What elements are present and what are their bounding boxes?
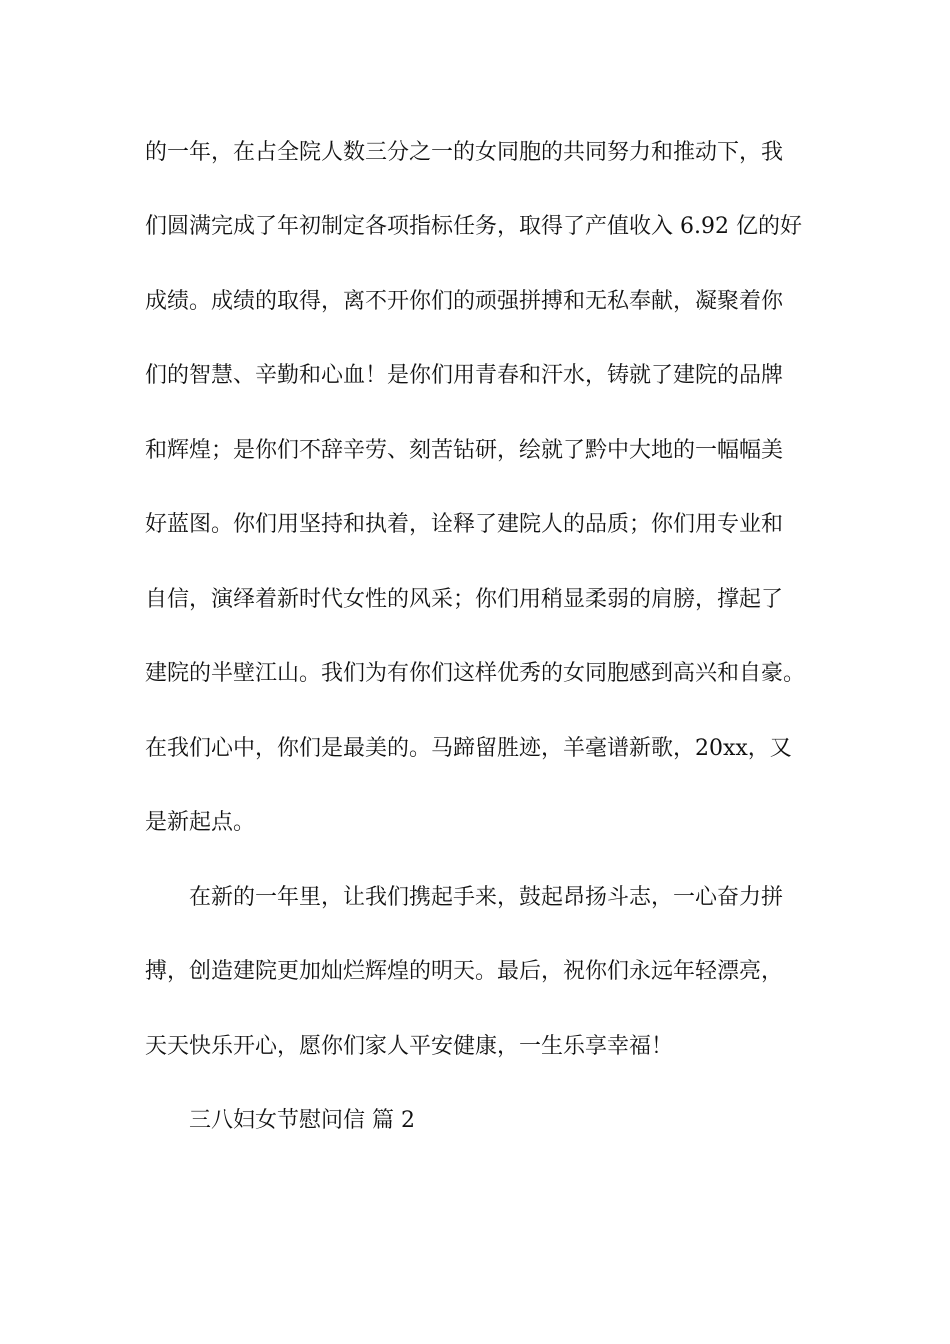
section-heading: 三八妇女节慰问信 篇 2 — [189, 1108, 415, 1133]
paragraph-line: 是新起点。 — [145, 810, 256, 835]
paragraph-line: 在我们心中，你们是最美的。马蹄留胜迹，羊毫谱新歌，20xx，又 — [145, 736, 792, 761]
paragraph-line: 们的智慧、辛勤和心血！是你们用青春和汗水，铸就了建院的品牌 — [145, 363, 784, 388]
paragraph-line: 好蓝图。你们用坚持和执着，诠释了建院人的品质；你们用专业和 — [145, 512, 784, 537]
paragraph-line: 的一年，在占全院人数三分之一的女同胞的共同努力和推动下，我 — [145, 140, 784, 165]
paragraph-line: 建院的半壁江山。我们为有你们这样优秀的女同胞感到高兴和自豪。 — [145, 661, 806, 686]
paragraph-line: 和辉煌；是你们不辞辛劳、刻苦钻研，绘就了黔中大地的一幅幅美 — [145, 438, 784, 463]
paragraph-line: 自信，演绎着新时代女性的风采；你们用稍显柔弱的肩膀，撑起了 — [145, 587, 784, 612]
paragraph-line: 搏，创造建院更加灿烂辉煌的明天。最后，祝你们永远年轻漂亮， — [145, 959, 784, 984]
paragraph-line: 们圆满完成了年初制定各项指标任务，取得了产值收入 6.92 亿的好 — [145, 214, 802, 239]
paragraph-line: 成绩。成绩的取得，离不开你们的顽强拼搏和无私奉献，凝聚着你 — [145, 289, 784, 314]
paragraph-line: 在新的一年里，让我们携起手来，鼓起昂扬斗志，一心奋力拼 — [189, 885, 784, 910]
paragraph-line: 天天快乐开心，愿你们家人平安健康，一生乐享幸福！ — [145, 1034, 674, 1059]
